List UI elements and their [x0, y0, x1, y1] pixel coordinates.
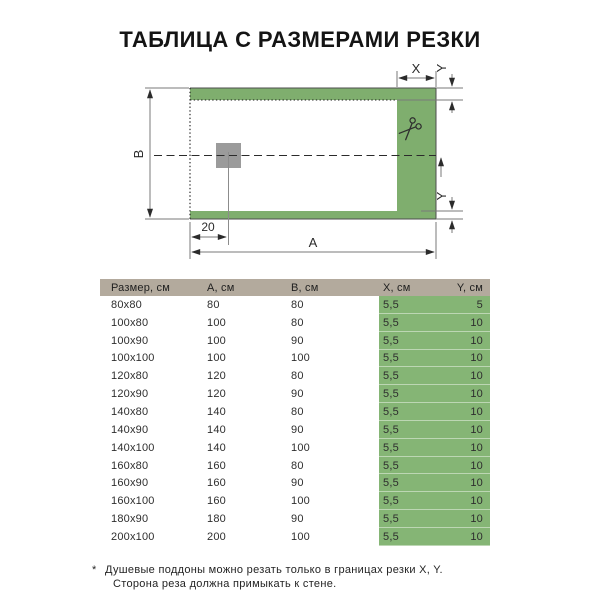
cell-y: 5	[434, 296, 490, 314]
cell-x: 5,5	[379, 403, 434, 421]
cut-zone-bottom	[190, 211, 436, 219]
header-a: А, см	[207, 281, 235, 294]
cell-b: 90	[291, 388, 304, 401]
footnote-text-line1: Душевые поддоны можно резать только в границах резки X, Y.	[105, 564, 443, 576]
cell-x: 5,5	[379, 474, 434, 492]
cell-b: 90	[291, 513, 304, 526]
table-row	[100, 510, 490, 528]
cell-y: 10	[434, 510, 490, 528]
footnote	[92, 563, 512, 591]
cell-size: 140x100	[111, 441, 155, 454]
cell-b: 100	[291, 352, 310, 365]
cell-a: 160	[207, 459, 226, 472]
cell-x: 5,5	[379, 528, 434, 546]
cell-b: 90	[291, 477, 304, 490]
cell-b: 90	[291, 423, 304, 436]
cell-a: 160	[207, 495, 226, 508]
cell-a: 160	[207, 477, 226, 490]
table-row	[100, 385, 490, 403]
cell-a: 120	[207, 388, 226, 401]
header-size: Размер, см	[111, 281, 170, 294]
cell-y: 10	[434, 474, 490, 492]
cell-a: 140	[207, 423, 226, 436]
cell-y: 10	[434, 367, 490, 385]
dim-y-bottom-label: Y	[434, 191, 449, 201]
dim-x-label: X	[411, 61, 421, 76]
dim-y-top-label: Y	[434, 63, 449, 73]
table-row	[100, 492, 490, 510]
cell-y: 10	[434, 350, 490, 368]
footnote-text-line2: Сторона реза должна примыкать к стене.	[113, 578, 337, 590]
page-title: ТАБЛИЦА С РАЗМЕРАМИ РЕЗКИ	[119, 27, 481, 52]
cell-a: 80	[207, 298, 220, 311]
cell-b: 80	[291, 370, 304, 383]
cell-b: 80	[291, 459, 304, 472]
cell-x: 5,5	[379, 314, 434, 332]
cell-b: 80	[291, 298, 304, 311]
cell-size: 160x80	[111, 459, 149, 472]
header-y: Y, см	[456, 281, 483, 294]
cell-x: 5,5	[379, 510, 434, 528]
cut-zone-right	[397, 88, 436, 219]
cell-y: 10	[434, 492, 490, 510]
cell-x: 5,5	[379, 385, 434, 403]
cell-x: 5,5	[379, 457, 434, 475]
dim-a-label: A	[308, 235, 318, 250]
cell-x: 5,5	[379, 421, 434, 439]
table-row	[100, 457, 490, 475]
cutting-diagram	[0, 0, 600, 276]
header-b: В, см	[291, 281, 319, 294]
cell-b: 90	[291, 334, 304, 347]
cell-y: 10	[434, 314, 490, 332]
cell-y: 10	[434, 439, 490, 457]
cell-x: 5,5	[379, 350, 434, 368]
table-row	[100, 528, 490, 546]
cell-size: 100x100	[111, 352, 155, 365]
cell-x: 5,5	[379, 492, 434, 510]
header-x: X, см	[383, 281, 411, 294]
dim-20-label: 20	[201, 220, 215, 234]
cell-size: 180x90	[111, 513, 149, 526]
cell-size: 160x100	[111, 495, 155, 508]
table-row	[100, 421, 490, 439]
cell-x: 5,5	[379, 296, 434, 314]
cell-a: 100	[207, 334, 226, 347]
cell-y: 10	[434, 332, 490, 350]
table-row	[100, 314, 490, 332]
table-row	[100, 474, 490, 492]
cell-size: 120x90	[111, 388, 149, 401]
cell-size: 120x80	[111, 370, 149, 383]
cell-a: 120	[207, 370, 226, 383]
cell-a: 100	[207, 352, 226, 365]
footnote-asterisk: *	[92, 564, 97, 576]
cell-size: 160x90	[111, 477, 149, 490]
cell-y: 10	[434, 528, 490, 546]
cell-size: 100x80	[111, 316, 149, 329]
cell-x: 5,5	[379, 332, 434, 350]
cell-y: 10	[434, 385, 490, 403]
table-row	[100, 332, 490, 350]
table-header-row	[100, 279, 490, 296]
cell-a: 200	[207, 530, 226, 543]
cell-size: 200x100	[111, 530, 155, 543]
table-row	[100, 367, 490, 385]
cell-b: 100	[291, 495, 310, 508]
cell-b: 100	[291, 441, 310, 454]
sizes-table	[100, 279, 490, 546]
cell-x: 5,5	[379, 367, 434, 385]
cell-y: 10	[434, 421, 490, 439]
table-row	[100, 296, 490, 314]
table-row	[100, 350, 490, 368]
cell-size: 100x90	[111, 334, 149, 347]
cell-b: 100	[291, 530, 310, 543]
table-row	[100, 439, 490, 457]
table-row	[100, 403, 490, 421]
cell-a: 180	[207, 513, 226, 526]
cell-b: 80	[291, 405, 304, 418]
cell-b: 80	[291, 316, 304, 329]
cell-y: 10	[434, 457, 490, 475]
cell-x: 5,5	[379, 439, 434, 457]
cell-a: 140	[207, 405, 226, 418]
cell-size: 80x80	[111, 298, 142, 311]
cell-y: 10	[434, 403, 490, 421]
cell-a: 100	[207, 316, 226, 329]
table-body	[100, 296, 490, 546]
cell-a: 140	[207, 441, 226, 454]
dim-b-label: B	[131, 149, 146, 159]
cell-size: 140x80	[111, 405, 149, 418]
cell-size: 140x90	[111, 423, 149, 436]
